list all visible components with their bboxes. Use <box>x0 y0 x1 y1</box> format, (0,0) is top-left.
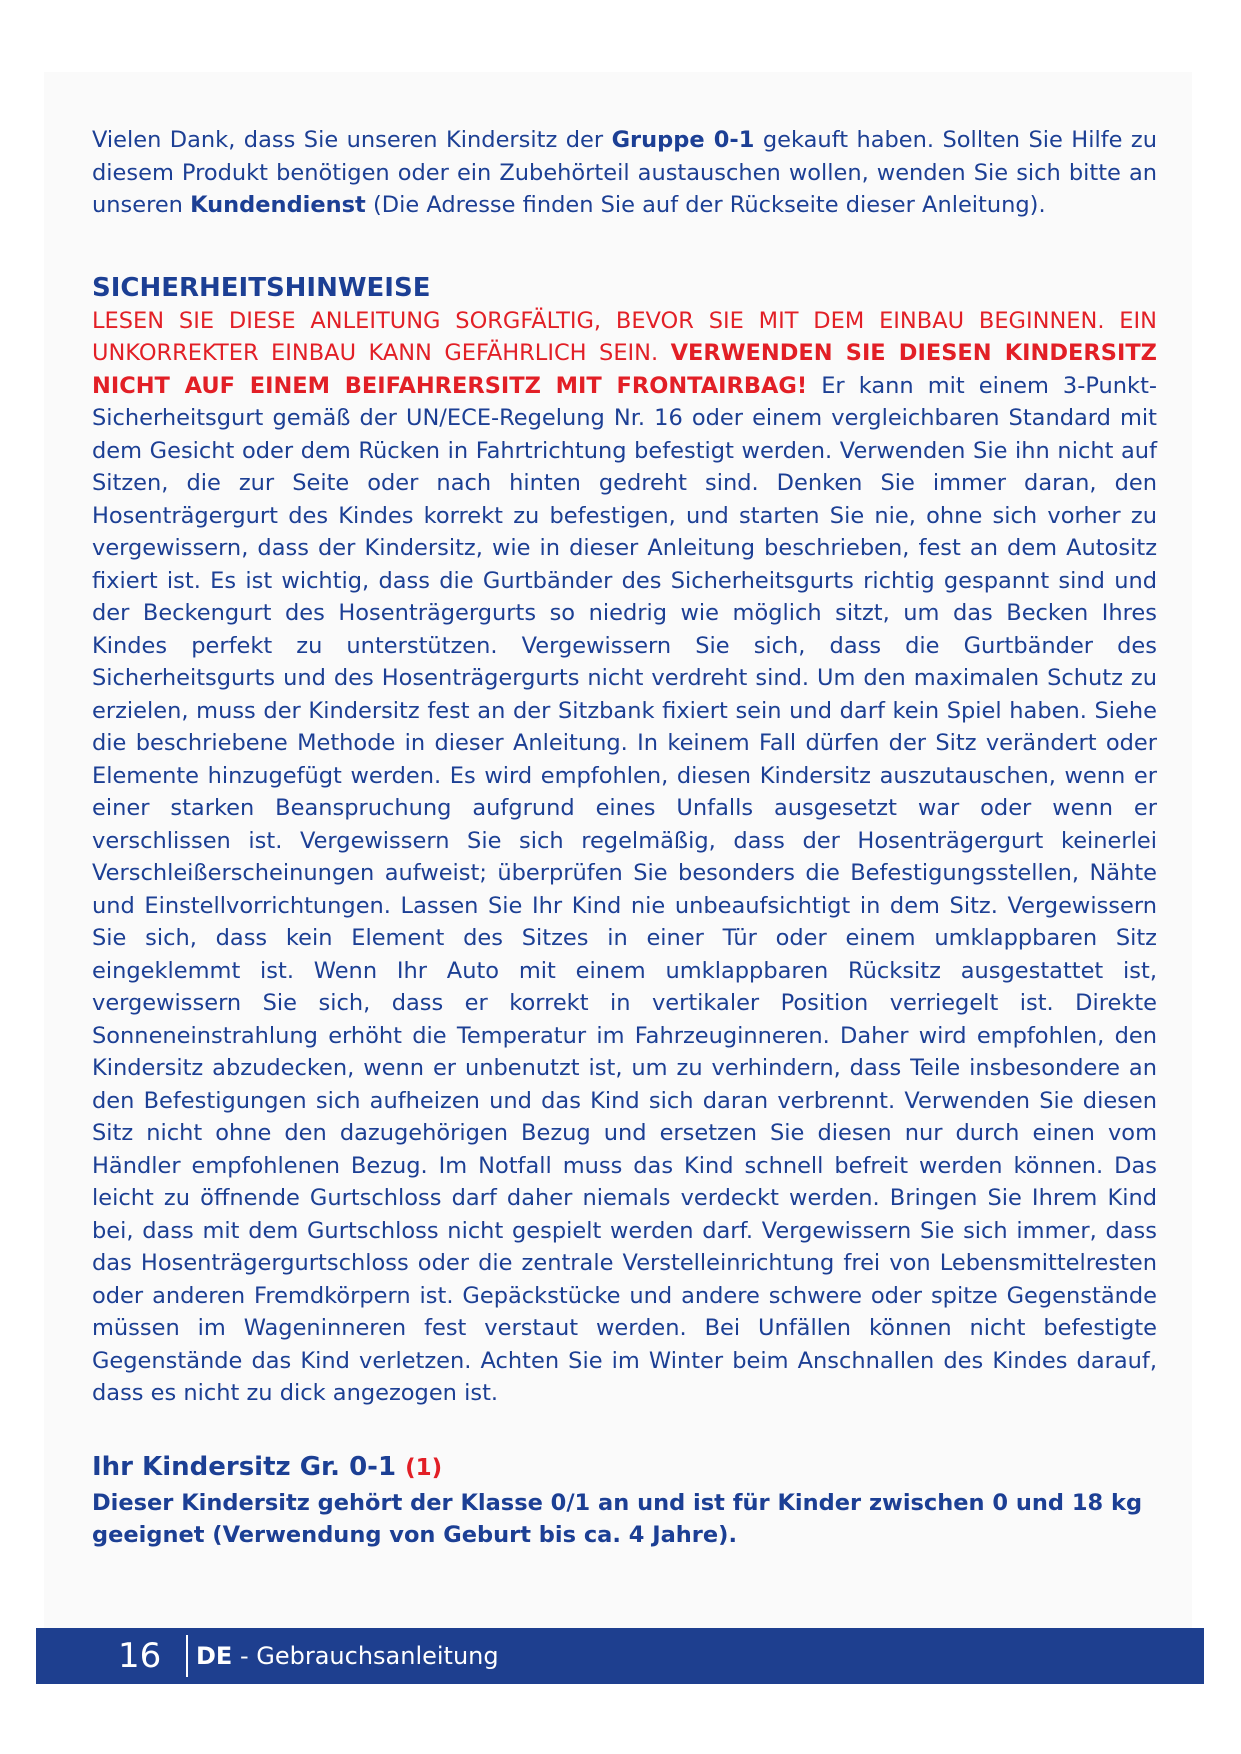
safety-warning: LESEN SIE DIESE ANLEITUNG SORGFÄLTIG, BEVOR SIE MIT DEM EINBAU BEGINNEN. EIN UNKORREKTER EINBAU KANN GEFÄHRLICH SEIN. <box>92 307 1157 366</box>
intro-text-1: Vielen Dank, dass Sie unseren Kindersitz der <box>92 127 612 153</box>
safety-heading: SICHERHEITSHINWEISE <box>92 272 431 303</box>
manual-type: - Gebrauchsanleitung <box>232 1642 499 1670</box>
airbag-warning: VERWENDEN SIE DIESEN KINDERSITZ NICHT AUF EINEM BEIFAHRERSITZ MIT FRONTAIRBAG! <box>92 340 1157 399</box>
manual-content <box>92 124 1157 1551</box>
footer-divider <box>186 1635 188 1677</box>
intro-text-3: (Die Adresse finden Sie auf der Rückseite dieser Anleitung). <box>365 192 1046 218</box>
intro-paragraph <box>92 124 1157 222</box>
intro-group-label: Gruppe 0-1 <box>611 127 755 153</box>
seat-title: Ihr Kindersitz Gr. 0-1 <box>92 1451 406 1482</box>
footer-label <box>196 1628 499 1684</box>
intro-service-label: Kundendienst <box>190 192 366 218</box>
safety-paragraph <box>92 305 1157 1410</box>
safety-body: Er kann mit einem 3-Punkt-Sicherheitsgurt gemäß der UN/ECE-Regelung Nr. 16 oder einem vergleichbaren Standard mit dem Gesicht oder dem Rücken in Fahrtrichtung befestigt werden. Verwenden Sie ihn nicht auf Sitzen, die zur Seite oder nach hinten gedreht sind. Denken Sie immer daran, den Hosenträgergurt des Kindes korrekt zu befestigen, und starten Sie nie, ohne sich vorher zu vergewissern, dass der Kindersitz, wie in dieser Anleitung beschrieben, fest an dem Autositz fixiert ist. Es ist wichtig, dass die Gurtbänder des Sicherheitsgurts richtig gespannt sind und der Beckengurt des Hosenträgergurts so niedrig wie möglich sitzt, um das Becken Ihres Kindes perfekt zu unterstützen. Vergewissern Sie sich, dass die Gurtbänder des Sicherheitsgurts und des Hosenträgergurts nicht verdreht sind. Um den maximalen Schutz zu erzielen, muss der Kindersitz fest an der Sitzbank fixiert sein und darf kein Spiel haben. Siehe die beschriebene Methode in dieser Anleitung. In keinem Fall dürfen der Sitz verändert oder Elemente hinzugefügt werden. Es wird empfohlen, diesen Kindersitz auszutauschen, wenn er einer starken Beanspruchung aufgrund eines Unfalls ausgesetzt war oder wenn er verschlissen ist. Vergewissern Sie sich regelmäßig, dass der Hosenträgergurt keinerlei Verschleißerscheinungen aufweist; überprüfen Sie besonders die Befestigungsstellen, Nähte und Einstellvorrichtungen. Lassen Sie Ihr Kind nie unbeaufsichtigt in dem Sitz. Vergewissern Sie sich, dass kein Element des Sitzes in einer Tür oder einem umklappbaren Sitz eingeklemmt ist. Wenn Ihr Auto mit einem umklappbaren Rücksitz ausgestattet ist, vergewissern Sie sich, dass er korrekt in vertikaler Position verriegelt ist. Direkte Sonneneinstrahlung erhöht die Temperatur im Fahrzeuginneren. Daher wird empfohlen, den Kindersitz abzudecken, wenn er unbenutzt ist, um zu verhindern, dass Teile insbesondere an den Befestigungen sich aufheizen und das Kind sich daran verbrennt. Verwenden Sie diesen Sitz nicht ohne den dazugehörigen Bezug und ersetzen Sie diesen nur durch einen vom Händler empfohlenen Bezug. Im Notfall muss das Kind schnell befreit werden können. Das leicht zu öffnende Gurtschloss darf daher niemals verdeckt werden. Bringen Sie Ihrem Kind bei, dass mit dem Gurtschloss nicht gespielt werden darf. Vergewissern Sie sich immer, dass das Hosenträgergurtschloss oder die zentrale Verstelleinrichtung frei von Lebensmittelresten oder anderen Fremdkörpern ist. Gepäckstücke und andere schwere oder spitze Gegenstände müssen im Wageninneren fest verstaut werden. Bei Unfällen können nicht befestigte Gegenstände das Kind verletzen. Achten Sie im Winter beim Anschnallen des Kindes darauf, dass es nicht zu dick angezogen ist. <box>92 372 1158 1406</box>
footer-bar <box>36 1628 1204 1684</box>
intro-text-2: gekauft haben. Sollten Sie Hilfe zu diesem Produkt benötigen oder ein Zubehörteil austauschen wollen, wenden Sie sich bitte an unseren <box>92 127 1157 218</box>
seat-heading <box>92 1450 1157 1485</box>
page-number: 16 <box>118 1636 162 1676</box>
seat-description: Dieser Kindersitz gehört der Klasse 0/1 an und ist für Kinder zwischen 0 und 18 kg geeignet (Verwendung von Geburt bis ca. 4 Jahre). <box>92 1489 1143 1548</box>
language-code: DE <box>196 1642 233 1670</box>
seat-figure-ref: (1) <box>405 1454 443 1481</box>
